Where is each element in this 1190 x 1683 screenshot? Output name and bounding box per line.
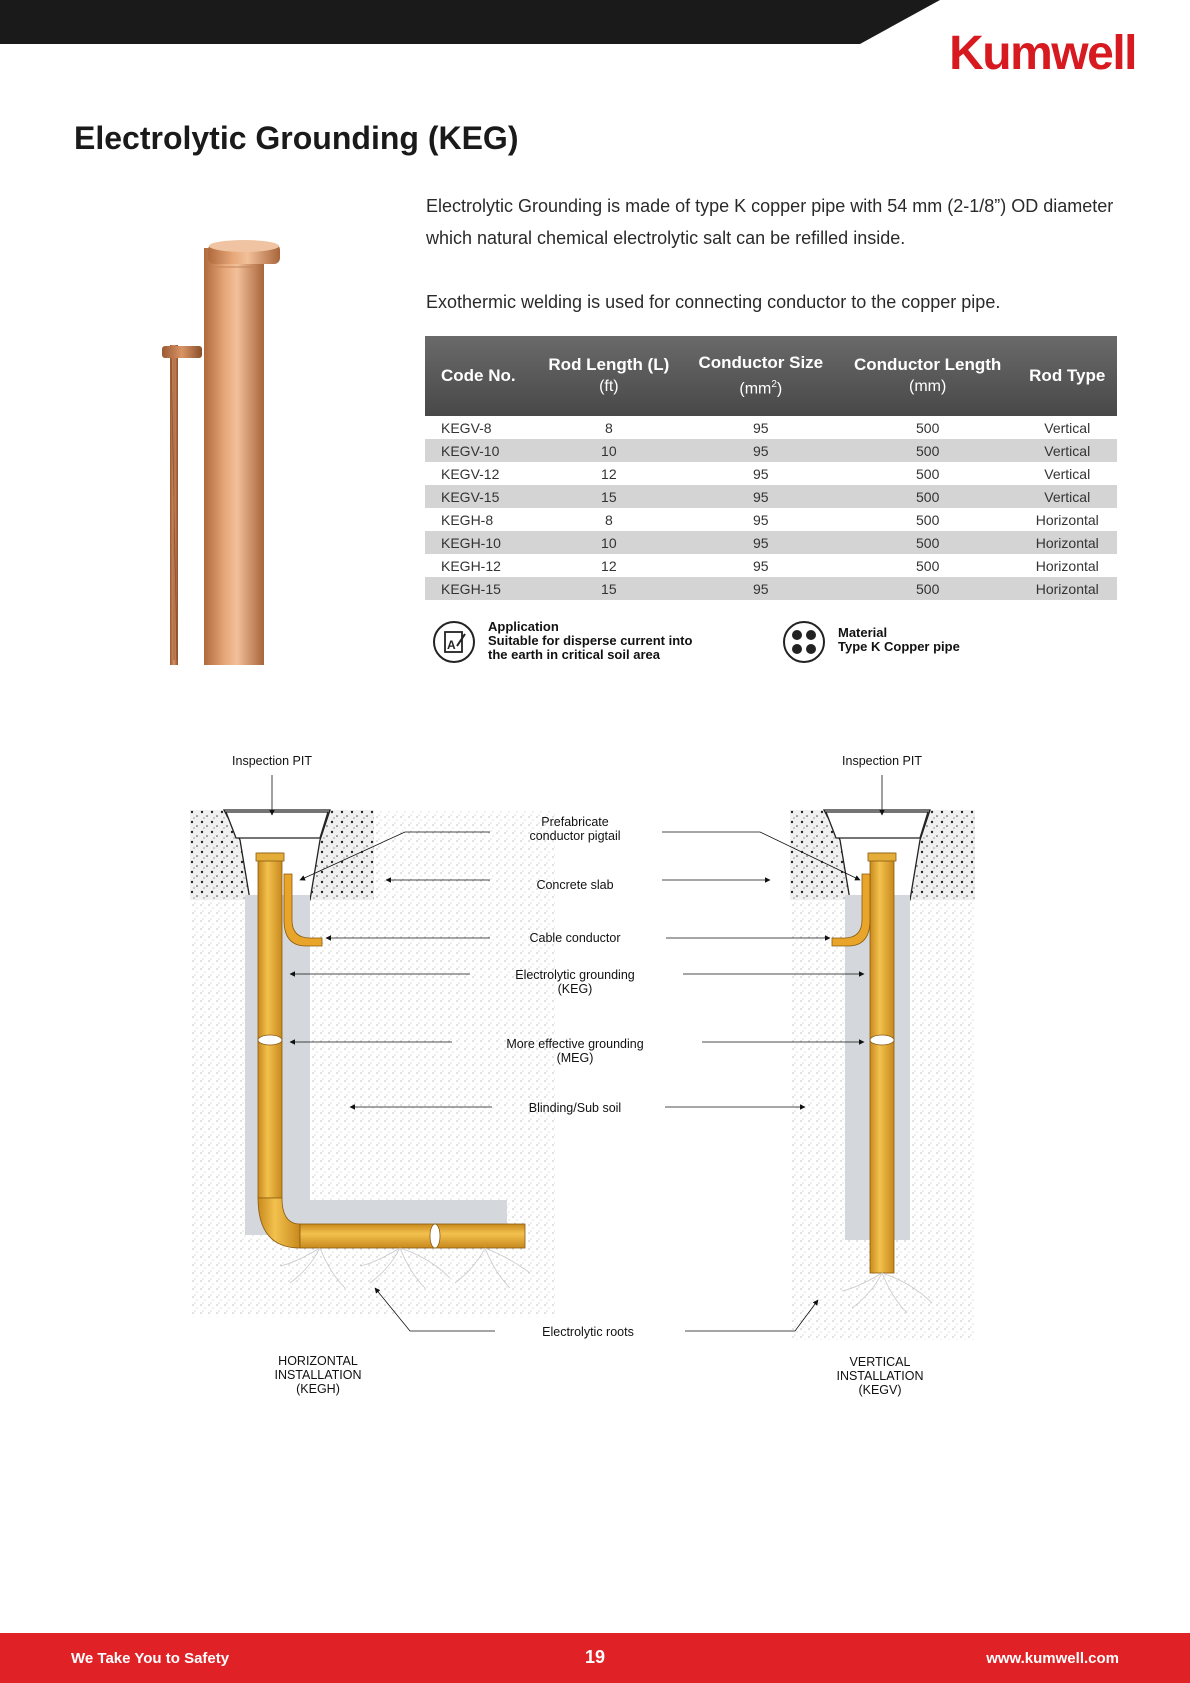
footer-website-link[interactable]: www.kumwell.com [986, 1650, 1119, 1667]
application-text [488, 620, 692, 662]
material-icon [782, 620, 826, 664]
installation-diagram [0, 740, 1190, 1425]
brand-logo: Kumwell [949, 27, 1136, 80]
material-line1: Type K Copper pipe [838, 639, 960, 654]
table-row: KEGV-10 10 95 500 Vertical [425, 439, 1117, 462]
label-concrete-slab: Concrete slab [536, 878, 614, 892]
material-title: Material [838, 625, 888, 640]
footer-slogan: We Take You to Safety [71, 1650, 230, 1667]
product-description: Electrolytic Grounding is made of type K copper pipe with 54 mm (2-1/8”) OD diameter which natural chemical electrolytic salt can be refilled inside. [426, 196, 1114, 248]
label-inspection-pit-left: Inspection PIT [232, 754, 312, 768]
table-row: KEGH-10 10 95 500 Horizontal [425, 531, 1117, 554]
vertical-installation [790, 810, 975, 1340]
label-vertical-installation: VERTICAL INSTALLATION (KEGV) [836, 1355, 924, 1397]
label-blinding: Blinding/Sub soil [528, 1101, 622, 1115]
table-header-row [425, 336, 1117, 416]
page-number: 19 [584, 1647, 606, 1667]
application-title: Application [488, 619, 559, 634]
application-line1: Suitable for disperse current into [488, 633, 693, 648]
label-meg: More effective grounding (MEG) [506, 1037, 644, 1065]
table-row: KEGH-8 8 95 500 Horizontal [425, 508, 1117, 531]
material-text [838, 626, 960, 654]
label-inspection-pit-right: Inspection PIT [842, 754, 922, 768]
table-row: KEGV-15 15 95 500 Vertical [425, 485, 1117, 508]
application-feature [432, 620, 692, 664]
page-footer [0, 1633, 1190, 1683]
label-cable-conductor: Cable conductor [529, 931, 621, 945]
svg-text:A: A [447, 638, 456, 652]
label-electrolytic-roots: Electrolytic roots [542, 1325, 634, 1339]
col-conductor-length: Conductor Length (mm) [838, 336, 1018, 416]
material-feature [782, 620, 960, 664]
copper-rod-image [160, 240, 300, 665]
col-conductor-size: Conductor Size $(mm^2)$ [684, 336, 838, 416]
table-row: KEGV-12 12 95 500 Vertical [425, 462, 1117, 485]
product-description-welding: Exothermic welding is used for connecting conductor to the copper pipe. [426, 292, 1001, 312]
spec-table [425, 336, 1117, 600]
col-rod-length: Rod Length (L) (ft) [534, 336, 684, 416]
table-row: KEGV-8 8 95 500 Vertical [425, 416, 1117, 439]
table-row: KEGH-15 15 95 500 Horizontal [425, 577, 1117, 600]
col-rod-type: Rod Type [1018, 336, 1118, 416]
col-code-no: Code No. [425, 336, 534, 416]
application-line2: the earth in critical soil area [488, 647, 660, 662]
application-icon [432, 620, 476, 664]
label-pigtail: Prefabricate conductor pigtail [529, 815, 621, 843]
page-title: Electrolytic Grounding (KEG) [74, 120, 519, 156]
label-keg: Electrolytic grounding (KEG) [515, 968, 635, 996]
label-horizontal-installation: HORIZONTAL INSTALLATION (KEGH) [274, 1354, 362, 1396]
table-row: KEGH-12 12 95 500 Horizontal [425, 554, 1117, 577]
